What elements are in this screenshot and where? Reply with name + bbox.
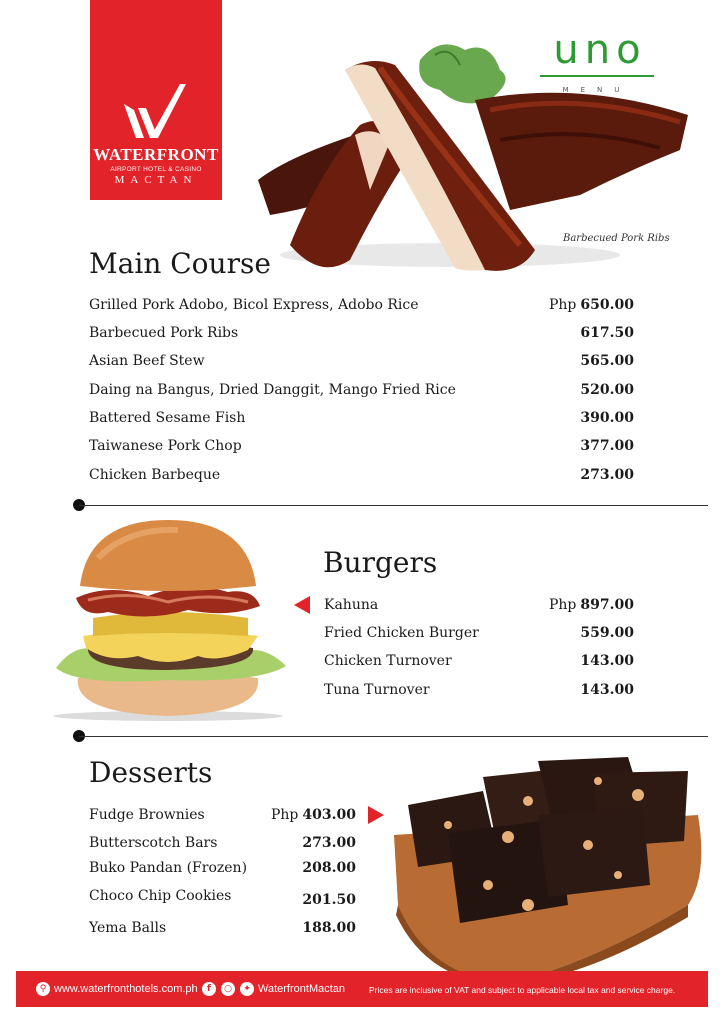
- item-price: 143.00: [580, 682, 634, 698]
- item-price: 390.00: [580, 410, 634, 426]
- burgers-title: Burgers: [323, 546, 438, 579]
- globe-icon: ⚲: [36, 982, 50, 996]
- item-name: Barbecued Pork Ribs: [89, 325, 239, 341]
- list-item: [89, 465, 634, 485]
- item-name: Fried Chicken Burger: [324, 625, 479, 641]
- list-item: [89, 408, 634, 428]
- item-name: Asian Beef Stew: [89, 353, 205, 369]
- list-item: [89, 886, 356, 906]
- price-value: 897.00: [580, 597, 634, 613]
- footer-bar: [16, 971, 708, 1007]
- price-value: 403.00: [302, 807, 356, 823]
- item-price: 617.50: [580, 325, 634, 341]
- item-price: 143.00: [580, 653, 634, 669]
- item-name: Tuna Turnover: [324, 682, 430, 698]
- kahuna-burger-photo: [48, 518, 288, 723]
- list-item: [89, 380, 634, 400]
- section-divider: [79, 505, 708, 506]
- waterfront-logo: [90, 0, 222, 200]
- currency-label: Php: [549, 297, 577, 313]
- item-price: 273.00: [580, 467, 634, 483]
- item-name: Choco Chip Cookies: [89, 888, 232, 904]
- price-note: Prices are inclusive of VAT and subject to applicable local tax and service charge.: [369, 985, 676, 995]
- social-handle[interactable]: WaterfrontMactan: [258, 983, 346, 995]
- logo-subtitle: AIRPORT HOTEL & CASINO: [110, 166, 202, 173]
- waterfront-w-mark-icon: [120, 82, 192, 142]
- item-price: 201.50: [302, 892, 356, 908]
- list-item: [324, 680, 634, 700]
- currency-label: Php: [549, 597, 577, 613]
- section-divider: [79, 736, 708, 737]
- item-price: [549, 595, 634, 615]
- item-price: 188.00: [302, 920, 356, 936]
- price-value: 650.00: [580, 297, 634, 313]
- currency-label: Php: [271, 807, 299, 823]
- item-name: Battered Sesame Fish: [89, 410, 246, 426]
- item-price: 559.00: [580, 625, 634, 641]
- item-price: 520.00: [580, 382, 634, 398]
- list-item: [89, 295, 634, 315]
- item-price: 273.00: [302, 835, 356, 851]
- item-name: Kahuna: [324, 597, 379, 613]
- item-price: 377.00: [580, 438, 634, 454]
- item-name: Fudge Brownies: [89, 807, 205, 823]
- uno-wordmark: uno: [553, 27, 647, 73]
- item-name: Chicken Barbeque: [89, 467, 221, 483]
- item-price: [271, 805, 356, 825]
- item-name: Buko Pandan (Frozen): [89, 860, 248, 876]
- list-item: [89, 918, 356, 938]
- list-item: [89, 805, 356, 825]
- list-item: [324, 651, 634, 671]
- item-price: 565.00: [580, 353, 634, 369]
- item-name: Grilled Pork Adobo, Bicol Express, Adobo Rice: [89, 297, 419, 313]
- list-item: [324, 623, 634, 643]
- list-item: [89, 323, 634, 343]
- list-item: [89, 351, 634, 371]
- item-name: Chicken Turnover: [324, 653, 452, 669]
- twitter-icon[interactable]: ✦: [240, 982, 254, 996]
- item-name: Yema Balls: [89, 920, 167, 936]
- item-price: 208.00: [302, 860, 356, 876]
- list-item: [89, 833, 356, 853]
- item-price: [549, 295, 634, 315]
- instagram-icon[interactable]: ○: [221, 982, 235, 996]
- uno-menu-label: MENU: [562, 86, 632, 94]
- desserts-title: Desserts: [89, 756, 213, 789]
- pointer-arrow-icon: [368, 806, 384, 824]
- item-name: Daing na Bangus, Dried Danggit, Mango Fried Rice: [89, 382, 456, 398]
- list-item: [89, 858, 356, 878]
- list-item: [89, 436, 634, 456]
- fudge-brownies-photo: [388, 755, 710, 985]
- main-course-title: Main Course: [89, 247, 271, 280]
- pointer-arrow-icon: [294, 596, 310, 614]
- item-name: Butterscotch Bars: [89, 835, 218, 851]
- logo-brand: WATERFRONT: [93, 145, 219, 164]
- item-name: Taiwanese Pork Chop: [89, 438, 242, 454]
- hero-caption: Barbecued Pork Ribs: [563, 233, 670, 244]
- logo-location: MACTAN: [114, 174, 198, 186]
- list-item: [324, 595, 634, 615]
- website-link[interactable]: www.waterfronthotels.com.ph: [54, 983, 198, 995]
- facebook-icon[interactable]: f: [202, 982, 216, 996]
